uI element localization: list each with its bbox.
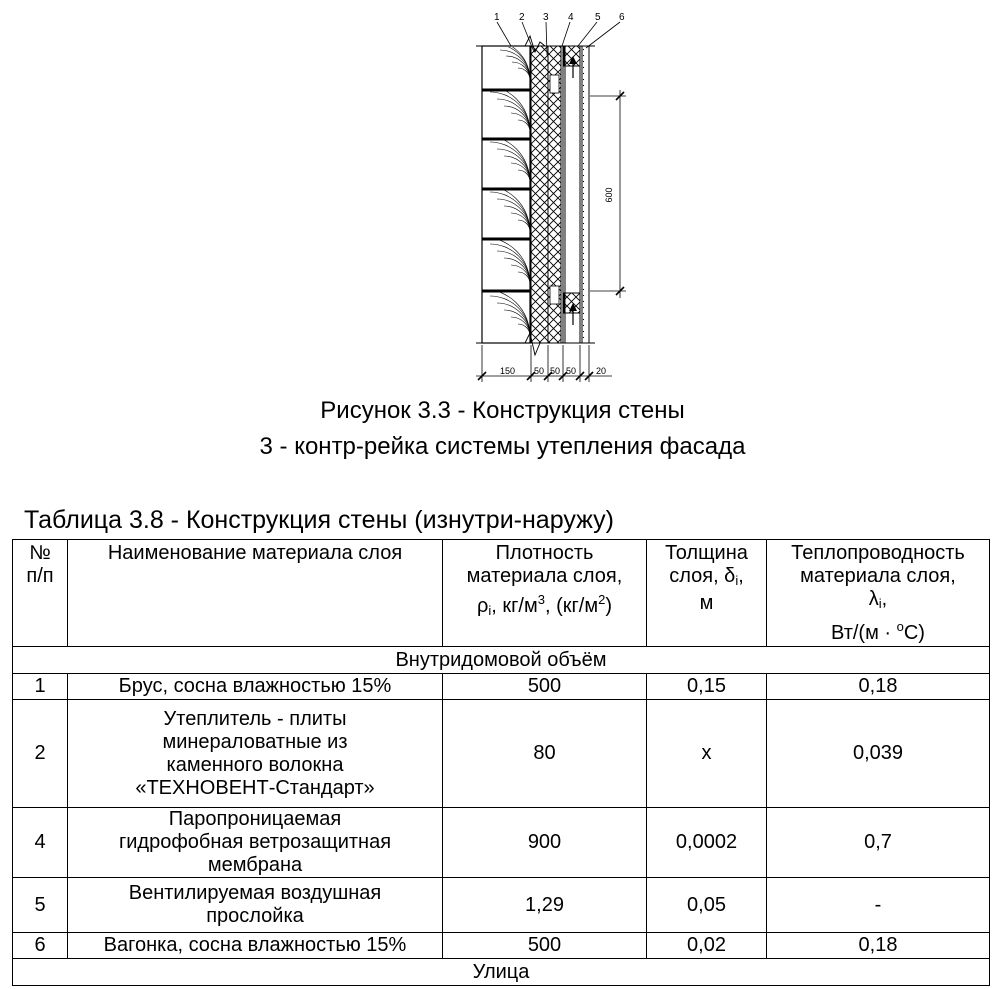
dim-label-150: 150: [500, 366, 516, 376]
bottom-dimension: [476, 345, 612, 382]
cell-number: 5: [13, 878, 68, 933]
layer-label-6: 6: [619, 12, 625, 23]
section-row-inside: [13, 647, 990, 674]
section-label-outside: Улица: [13, 959, 990, 986]
cell-number: 2: [13, 700, 68, 808]
table-header-row: [13, 540, 990, 647]
cell-thickness: x: [647, 700, 767, 808]
table-title: Таблица 3.8 - Конструкция стены (изнутри-наружу): [24, 506, 614, 534]
wall-section-drawing: [470, 4, 640, 388]
table-row: [13, 933, 990, 959]
cell-conductivity: 0,18: [767, 933, 990, 959]
timber-logs: [482, 40, 530, 343]
layer-label-1: 1: [494, 12, 500, 23]
cell-material-name: Утеплитель - плиты минераловатные из каменного волокна «ТЕХНОВЕНТ-Стандарт»: [68, 700, 443, 808]
cladding-layer: [582, 46, 589, 343]
layer-label-2: 2: [519, 12, 525, 23]
dim-label-50c: 50: [566, 366, 577, 376]
layer-number-labels: [494, 12, 625, 23]
cell-density: 900: [443, 808, 647, 878]
cell-thickness: 0,15: [647, 674, 767, 700]
air-gap-layer: [563, 46, 580, 343]
cell-density: 500: [443, 933, 647, 959]
dim-label-50b: 50: [550, 366, 561, 376]
cell-density: 500: [443, 674, 647, 700]
side-dimension-label: 600: [604, 187, 614, 203]
cell-material-name: Паропроницаемая гидрофобная ветрозащитная мембрана: [68, 808, 443, 878]
figure-caption-title: Рисунок 3.3 - Конструкция стены: [320, 397, 685, 424]
cell-thickness: 0,0002: [647, 808, 767, 878]
table-row: [13, 808, 990, 878]
header-conductivity: Теплопроводность материала слоя, $\lambda_i$, Вт/(м · $^o$С): [767, 540, 990, 647]
figure-caption-note: 3 - контр-рейка системы утепления фасада: [259, 433, 746, 460]
header-density: Плотность материала слоя, $\rho_i$, $кг/м^3$, $(кг/м^2)$: [443, 540, 647, 647]
header-thickness: Толщина слоя, $\delta_i$, м: [647, 540, 767, 647]
cell-material-name: Вагонка, сосна влажностью 15%: [68, 933, 443, 959]
table-row: [13, 674, 990, 700]
header-material-name: Наименование материала слоя: [68, 540, 443, 647]
cell-number: 4: [13, 808, 68, 878]
header-number: № п/п: [13, 540, 68, 647]
table-row: [13, 700, 990, 808]
section-row-outside: [13, 959, 990, 986]
cell-thickness: 0,05: [647, 878, 767, 933]
cell-material-name: Вентилируемая воздушная прослойка: [68, 878, 443, 933]
layer-label-5: 5: [595, 12, 601, 23]
cell-conductivity: 0,7: [767, 808, 990, 878]
cell-number: 6: [13, 933, 68, 959]
wall-construction-table: [12, 539, 990, 986]
layer-label-4: 4: [568, 12, 574, 23]
cell-density: 1,29: [443, 878, 647, 933]
cell-conductivity: -: [767, 878, 990, 933]
cell-material-name: Брус, сосна влажностью 15%: [68, 674, 443, 700]
layer-label-3: 3: [543, 12, 549, 23]
dim-label-50a: 50: [534, 366, 545, 376]
cell-thickness: 0,02: [647, 933, 767, 959]
section-label-inside: Внутридомовой объём: [13, 647, 990, 674]
dim-label-20: 20: [596, 366, 607, 376]
counter-batten-layer: [548, 46, 561, 343]
cell-number: 1: [13, 674, 68, 700]
insulation-layer: [531, 46, 548, 343]
cell-density: 80: [443, 700, 647, 808]
cell-conductivity: 0,039: [767, 700, 990, 808]
cell-conductivity: 0,18: [767, 674, 990, 700]
table-row: [13, 878, 990, 933]
